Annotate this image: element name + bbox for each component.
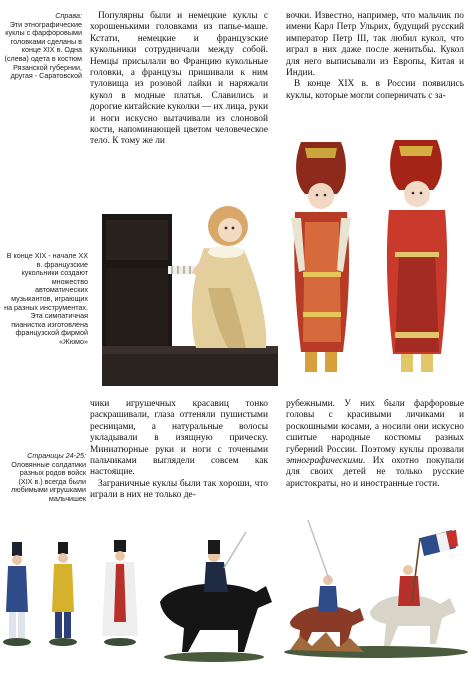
caption-text: Оловянные солдатики разных родов войск (XIX в.) всегда были любимыми игрушками мальчишек [11, 459, 86, 503]
paragraph-german-dolls: Популярны были и немецкие куклы с хорошенькими головками из папье-маше. Кстати, немецкие и французские кукольники сотрудничали между собой. Немцы присылали во Францию кукольные головки, а французы пришивали к ним туловища из розовой лайки и наряжали кукол в модные платья. Славились и дорогие китайские куколки — их лица, руки и ноги искусно вытачивали из слоновой кости, напоминающей цветом человеческое тело. К тому же ли [90, 11, 268, 147]
caption-text: В конце XIX - начале XX в. французские кукольники создают множество автоматических музыкантов, играющих на разных инструментах. Эта симпатичная пианистка изготовлена французской фирмой «Жюмо» [4, 251, 88, 346]
caption-tin-soldiers [4, 452, 86, 504]
paragraph-foreign-dolls: Заграничные куклы были так хороши, что играли в них не только де- [90, 478, 268, 501]
text-column-left-top [90, 11, 268, 148]
ethnographic-dolls-photo [283, 132, 471, 390]
caption-pianist-doll [4, 252, 88, 347]
text-column-right-bottom [286, 399, 464, 490]
caption-label: Страницы 24-25: [27, 451, 86, 460]
paragraph-ethnographic-dolls: рубежными. У них были фарфоровые головы с красивыми личиками и роскошными косами, а носили они искусно сшитые народные костюмы разных губерний России. Поэтому куклы прозвали этнографическими. Их охотно покупали для своих детей не только русские аристократы, но и иностранные гости. [286, 399, 464, 489]
text-column-left-bottom [90, 399, 268, 502]
emphasis-ethnographic: этнографическими [286, 456, 363, 467]
text-column-right-top [286, 11, 464, 102]
tin-soldiers-photo [0, 512, 473, 673]
pianist-doll-photo [96, 178, 284, 392]
caption-text: Эти этнографические куклы с фарфоровыми головками сделаны в конце XIX в. Одна (слева) одета в костюм Рязанской губернии, другая - Саратовской [4, 19, 82, 81]
paragraph-doll-faces: чики игрушечных красавиц тонко раскрашивали, глаза оттеняли пушистыми ресницами, а натуральные волосы укладывали в изящную прическу. Миниатюрные руки и ноги с точеными пальчиками выглядели совсем как настоящие. [90, 399, 268, 478]
paragraph-ethno-dolls-start: В конце XIX в. в России появились куклы, которые могли соперничать с за- [286, 79, 464, 101]
caption-ethnographic-dolls [4, 12, 82, 81]
caption-label: Справа: [55, 11, 82, 20]
paragraph-peter-third: вочки. Известно, например, что мальчик по имени Карл Петр Ульрих, будущий русский император Петр III, так любил кукол, что играл в них даже после женитьбы. Кукол для него выписывали из Европы, Китая и Индии. [286, 11, 464, 79]
